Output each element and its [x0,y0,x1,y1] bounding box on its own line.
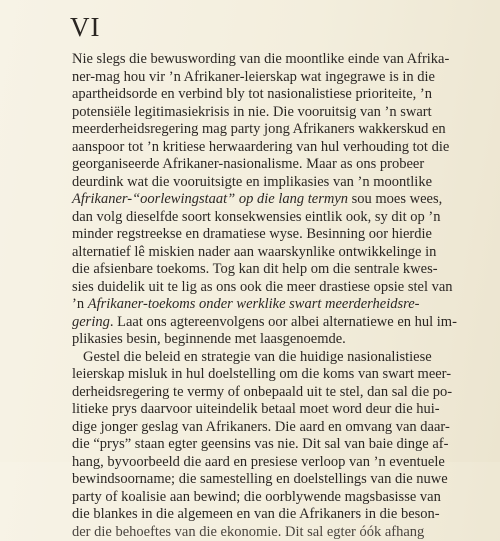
text-line [72,244,488,262]
text-line [72,506,488,524]
text-segment: bewindsoorname; die samestelling en doelstellings van die nuwe [72,471,448,487]
text-segment: potensiële legitimasiekrisis in nie. Die vooruitsig van ’n swart [72,104,432,120]
text-segment: meerderheidsregering mag party jong Afrikaners wakkerskud en [72,121,446,137]
text-segment: Nie slegs die bewuswording van die moontlike einde van Afrika- [72,51,449,67]
text-segment: alternatief lê miskien nader aan waarskynlike ontwikkelinge in [72,244,436,260]
text-line [72,314,488,332]
italic-text-segment: gering [72,314,110,330]
text-line [72,209,488,227]
text-segment: aanspoor tot ’n kritiese herwaardering van hul verhouding tot die [72,139,449,155]
text-segment: minder regstreekse en dramatiese wyse. Besinning oor hierdie [72,226,432,242]
text-line [72,489,488,507]
text-line [72,419,488,437]
text-line [72,139,488,157]
text-segment: die afsienbare toekoms. Tog kan dit help om die sentrale kwes- [72,261,438,277]
text-line [72,121,488,139]
text-segment: ’n [72,296,88,312]
text-line [72,86,488,104]
text-segment: derheidsregering te vermy of onbepaald uit te stel, dan sal die po- [72,384,452,400]
text-segment: hang, byvoorbeeld die aard en presiese verloop van ’n eventuele [72,454,445,470]
text-line [72,261,488,279]
text-line [72,51,488,69]
italic-text-segment: Afrikaner-toekoms onder werklike swart meerderheidsre- [88,296,420,312]
text-line [72,296,488,314]
text-line [72,69,488,87]
text-segment: dan volg dieselfde soort konsekwensies eintlik ook, sy dit op ’n [72,209,441,225]
text-segment: die blankes in die algemeen en van die Afrikaners in die beson- [72,506,440,522]
text-line [72,366,488,384]
text-segment: . Laat ons agtereenvolgens oor albei alternatiewe en hul im- [110,314,457,330]
text-line [72,401,488,419]
text-line [72,436,488,454]
text-line [72,349,488,367]
text-segment: litieke prys daarvoor uiteindelik betaal moet word deur die hui- [72,401,440,417]
text-line [72,104,488,122]
body-text [72,51,488,541]
text-segment: deurdink wat die vooruitsigte en implikasies van ’n moontlike [72,174,432,190]
text-line [72,226,488,244]
text-segment: sou moes wees, [348,191,442,207]
text-line [72,191,488,209]
text-segment: georganiseerde Afrikaner-nasionalisme. Maar as ons probeer [72,156,424,172]
text-segment: sies duidelik uit te lig as ons ook die meer drastiese opsie stel van [72,279,453,295]
text-line [72,384,488,402]
text-segment: Gestel die beleid en strategie van die huidige nasionalistiese [83,349,432,365]
text-segment: dige jonger geslag van Afrikaners. Die aard en omvang van daar- [72,419,450,435]
chapter-number: VI [70,12,101,42]
text-segment: leierskap misluk in hul doelstelling om die koms van swart meer- [72,366,451,382]
text-line [72,156,488,174]
text-line [72,524,488,541]
text-segment: die “prys” staan egter geensins vas nie. Dit sal van baie dinge af- [72,436,448,452]
italic-text-segment: Afrikaner-“oorlewingstaat” op die lang termyn [72,191,348,207]
text-segment: ner-mag hou vir ’n Afrikaner-leierskap wat ingegrawe is in die [72,69,435,85]
text-line [72,454,488,472]
text-segment: party of koalisie aan bewind; die oorblywende magsbasisse van [72,489,441,505]
text-line [72,331,488,349]
text-line [72,279,488,297]
text-segment: apartheidsorde en verbind bly tot nasionalistiese prioriteite, ’n [72,86,432,102]
text-line [72,174,488,192]
text-line [72,471,488,489]
text-segment: der die behoeftes van die ekonomie. Dit sal egter óók afhang [72,524,424,540]
text-segment: plikasies besin, beginnende met laasgenoemde. [72,331,346,347]
